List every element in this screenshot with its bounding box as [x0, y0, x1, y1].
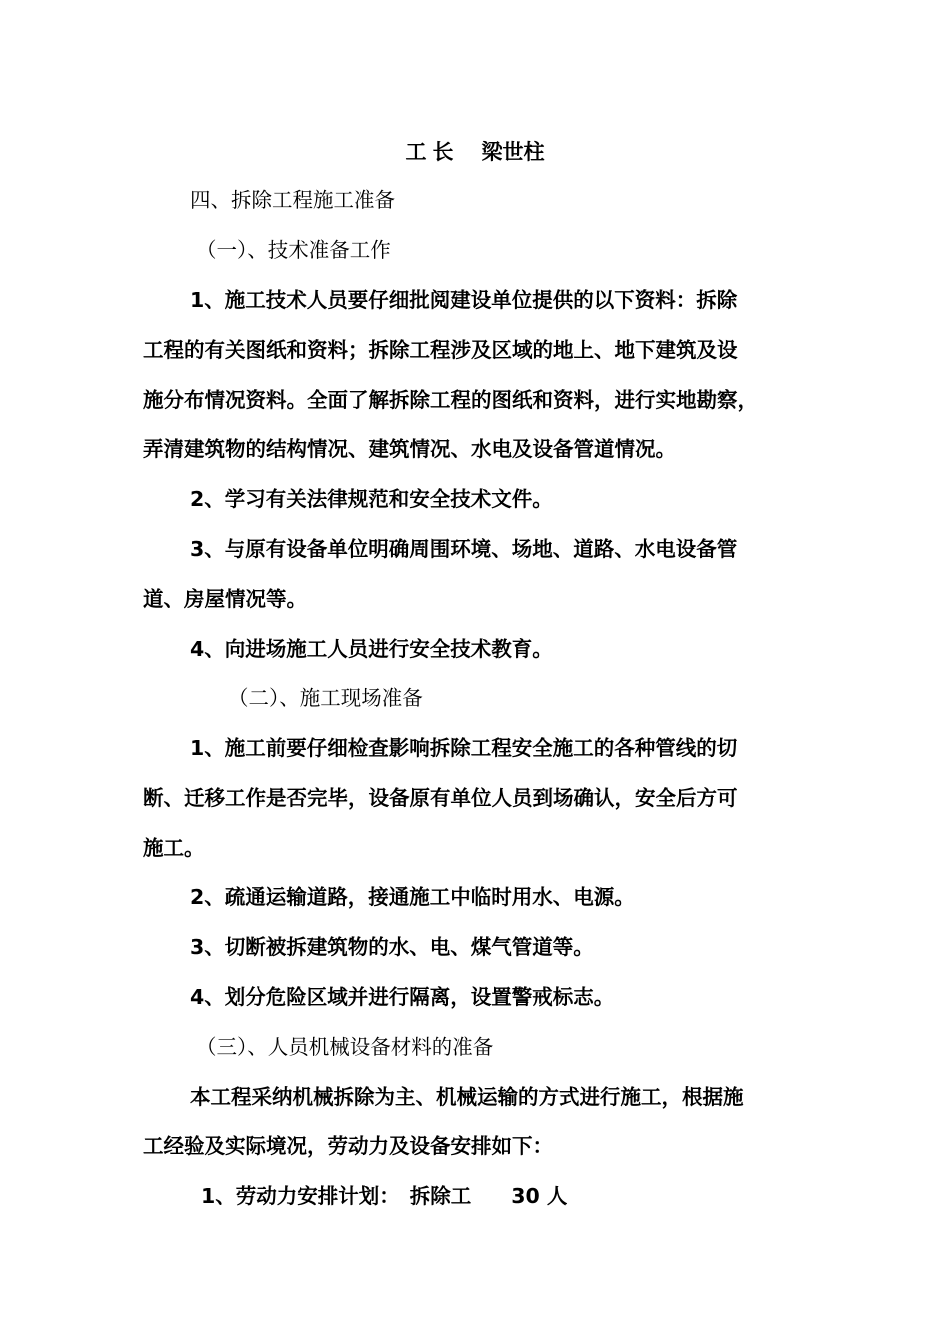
tech-item-1-line-2: 工程的有关图纸和资料；拆除工程涉及区域的地上、地下建筑及设	[143, 338, 738, 362]
signer-role-char-2: 长	[432, 140, 454, 164]
tech-item-1-line-3: 施分布情况资料。全面了解拆除工程的图纸和资料，进行实地勘察，	[143, 388, 758, 412]
tech-item-1-line-4: 弄清建筑物的结构情况、建筑情况、水电及设备管道情况。	[143, 437, 676, 461]
labor-plan-role: 拆除工	[409, 1184, 472, 1208]
labor-plan-line	[201, 1181, 567, 1211]
labor-plan-label: 1、劳动力安排计划：	[201, 1184, 400, 1208]
subsection-heading-2: （二）、施工现场准备	[228, 686, 423, 710]
tech-item-1-line-1: 1、施工技术人员要仔细批阅建设单位提供的以下资料：拆除	[190, 288, 738, 312]
site-item-1-line-1: 1、施工前要仔细检查影响拆除工程安全施工的各种管线的切	[190, 736, 738, 760]
site-item-1-line-2: 断、迁移工作是否完毕，设备原有单位人员到场确认，安全后方可	[143, 786, 738, 810]
tech-item-2: 2、学习有关法律规范和安全技术文件。	[190, 487, 553, 511]
labor-plan-count: 30 人	[511, 1184, 568, 1208]
signer-name: 梁世柱	[481, 140, 545, 164]
site-item-2: 2、疏通运输道路，接通施工中临时用水、电源。	[190, 885, 635, 909]
site-item-4: 4、划分危险区域并进行隔离，设置警戒标志。	[190, 985, 615, 1009]
tech-item-3-line-1: 3、与原有设备单位明确周围环境、场地、道路、水电设备管	[190, 537, 738, 561]
tech-item-3-line-2: 道、房屋情况等。	[143, 587, 307, 611]
site-item-1-line-3: 施工。	[143, 836, 205, 860]
resources-intro-line-1: 本工程采纳机械拆除为主、机械运输的方式进行施工，根据施	[190, 1085, 744, 1109]
tech-item-4: 4、向进场施工人员进行安全技术教育。	[190, 637, 553, 661]
signer-line	[0, 137, 950, 167]
section-heading-4: 四、拆除工程施工准备	[190, 188, 395, 212]
subsection-heading-1: （一）、技术准备工作	[196, 238, 391, 262]
subsection-heading-3: （三）、人员机械设备材料的准备	[196, 1035, 494, 1059]
site-item-3: 3、切断被拆建筑物的水、电、煤气管道等。	[190, 935, 594, 959]
signer-role-char-1: 工	[405, 140, 427, 164]
resources-intro-line-2: 工经验及实际境况，劳动力及设备安排如下：	[143, 1134, 553, 1158]
